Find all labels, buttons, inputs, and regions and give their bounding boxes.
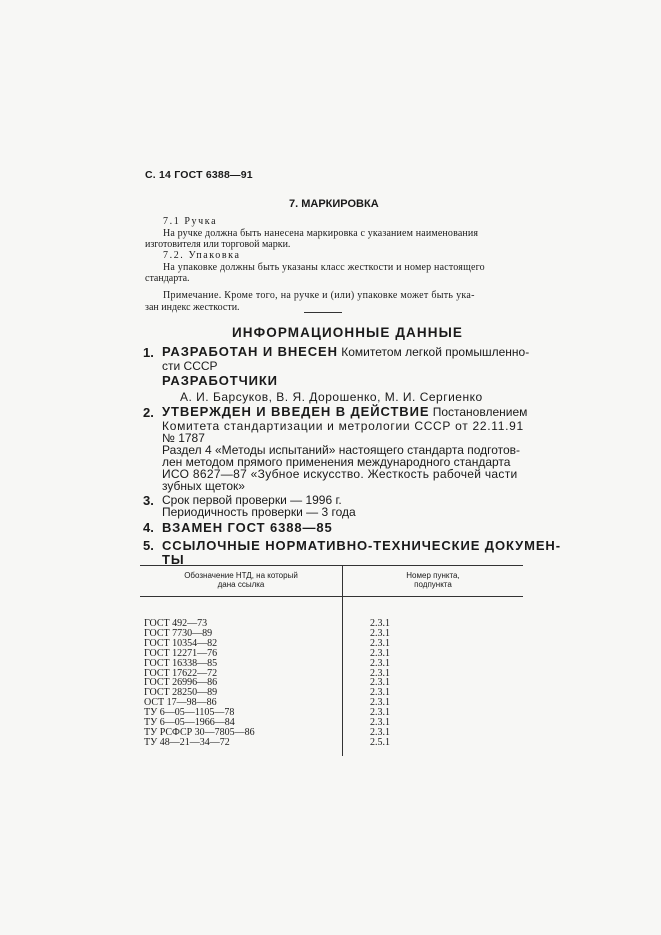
item-3-number: 3.: [143, 493, 154, 508]
clause-cell: 2.3.1: [370, 697, 390, 709]
document-cell: ГОСТ 16338—85: [140, 659, 343, 669]
paragraph-7-2-line2: стандарта.: [145, 273, 190, 284]
item-5-line1: ССЫЛОЧНЫЕ НОРМАТИВНО-ТЕХНИЧЕСКИЕ ДОКУМЕН-: [162, 538, 561, 553]
item-2-line2: Комитета стандартизации и метрологии СССР от 22.11.91: [162, 419, 524, 433]
document-cell: ГОСТ 492—73: [140, 619, 343, 629]
clause-cell: 2.3.1: [370, 647, 390, 659]
table-row: [140, 738, 523, 756]
column-header-clause: Номер пункта, подпункта: [343, 566, 524, 597]
subsection-7-1-label: 7.1 Ручка: [163, 216, 218, 227]
section-title: 7. МАРКИРОВКА: [289, 198, 379, 210]
item-5-number: 5.: [143, 538, 154, 553]
item-1-number: 1.: [143, 345, 154, 360]
clause-cell: 2.3.1: [370, 618, 390, 629]
item-2-line4: Раздел 4 «Методы испытаний» настоящего стандарта подготов-: [162, 443, 521, 457]
item-1-heading: РАЗРАБОТАН И ВНЕСЕН: [162, 344, 338, 359]
item-1-line1: [162, 345, 529, 359]
item-2-line3: № 1787: [162, 431, 205, 445]
paragraph-7-2-line1: На упаковке должны быть указаны класс жесткости и номер настоящего: [163, 262, 485, 273]
item-1-line2: сти СССР: [162, 359, 218, 373]
note-line1: Примечание. Кроме того, на ручке и (или) упаковке может быть ука-: [163, 290, 475, 301]
document-cell: ТУ РСФСР 30—7805—86: [140, 728, 343, 738]
document-cell: ОСТ 17—98—86: [140, 698, 343, 708]
clause-cell: 2.3.1: [370, 657, 390, 669]
item-4-number: 4.: [143, 520, 154, 535]
document-cell: ТУ 6—05—1105—78: [140, 708, 343, 718]
developers-names: А. И. Барсуков, В. Я. Дорошенко, М. И. Сергиенко: [180, 390, 483, 404]
table-spacer-row: [140, 597, 523, 620]
item-1-text: Комитетом легкой промышленно-: [337, 345, 530, 359]
clause-cell: 2.3.1: [370, 717, 390, 729]
info-title: ИНФОРМАЦИОННЫЕ ДАННЫЕ: [232, 325, 464, 340]
clause-cell: 2.3.1: [370, 707, 390, 719]
item-5-line2: ТЫ: [162, 552, 185, 567]
subsection-7-2-label: 7.2. Упаковка: [163, 250, 241, 261]
paragraph-7-1-line2: изготовителя или торговой марки.: [145, 239, 291, 250]
clause-cell: 2.3.1: [370, 627, 390, 639]
clause-cell: 2.3.1: [370, 687, 390, 699]
item-2-number: 2.: [143, 405, 154, 420]
references-table: [140, 565, 523, 756]
clause-cell: 2.3.1: [370, 667, 390, 679]
column-header-document: Обозначение НТД, на который дана ссылка: [140, 566, 343, 597]
divider: [304, 312, 342, 313]
item-2-line1: [162, 405, 527, 419]
page-header: С. 14 ГОСТ 6388—91: [145, 169, 253, 181]
paragraph-7-1-line1: На ручке должна быть нанесена маркировка с указанием наименования: [163, 228, 479, 239]
developers-label: РАЗРАБОТЧИКИ: [162, 373, 278, 388]
item-2-line5: лен методом прямого применения международного стандарта: [162, 455, 511, 469]
document-cell: ГОСТ 12271—76: [140, 649, 343, 659]
item-2-line7: зубных щеток»: [162, 479, 245, 493]
clause-cell: 2.3.1: [370, 637, 390, 649]
table-header-row: [140, 566, 523, 597]
item-3-line2: Периодичность проверки — 3 года: [162, 505, 356, 519]
document-cell: ГОСТ 7730—89: [140, 629, 343, 639]
item-2-text: Постановлением: [429, 405, 528, 419]
clause-cell: 2.5.1: [370, 736, 390, 748]
document-cell: ГОСТ 28250—89: [140, 688, 343, 698]
note-line2: зан индекс жесткости.: [145, 302, 240, 313]
item-2-line6: ИСО 8627—87 «Зубное искусство. Жесткость рабочей части: [162, 467, 518, 481]
clause-cell: 2.3.1: [370, 726, 390, 738]
document-cell: ТУ 48—21—34—72: [140, 738, 343, 756]
document-cell: ГОСТ 17622—72: [140, 669, 343, 679]
item-2-heading: УТВЕРЖДЕН И ВВЕДЕН В ДЕЙСТВИЕ: [162, 404, 430, 419]
item-4-text: ВЗАМЕН ГОСТ 6388—85: [162, 520, 333, 535]
item-3-line1: Срок первой проверки — 1996 г.: [162, 493, 342, 507]
document-cell: ГОСТ 26996—86: [140, 678, 343, 688]
document-cell: ТУ 6—05—1966—84: [140, 718, 343, 728]
document-cell: ГОСТ 10354—82: [140, 639, 343, 649]
clause-cell: 2.3.1: [370, 677, 390, 689]
